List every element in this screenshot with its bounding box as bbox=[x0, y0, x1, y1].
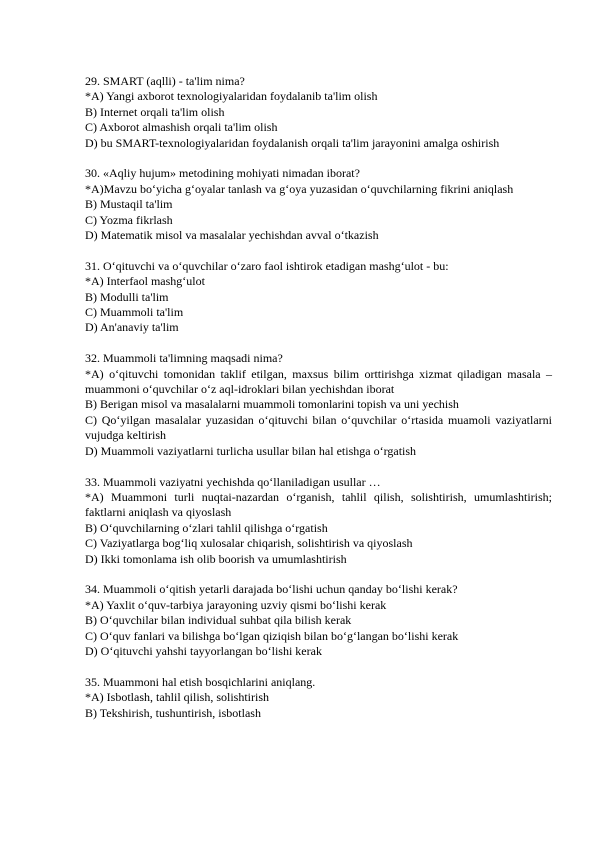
option-b: B) Mustaqil ta'lim bbox=[85, 197, 173, 212]
question-30 bbox=[85, 166, 552, 243]
option-a: *A) Muammoni turli nuqtai-nazardan o‘rganish, tahlil qilish, solishtirish, umumlashtirish; faktlarni aniqlash va qiyoslash bbox=[85, 489, 552, 520]
option-d: D) Muammoli vaziyatlarni turlicha usullar bilan hal etishga o‘rgatish bbox=[85, 443, 417, 458]
question-title: 30. «Aqliy hujum» metodining mohiyati nimadan iborat? bbox=[85, 166, 360, 181]
question-list bbox=[85, 74, 552, 736]
question-title: 31. O‘qituvchi va o‘quvchilar o‘zaro faol ishtirok etadigan mashg‘ulot - bu: bbox=[85, 258, 449, 273]
option-d: D) An'anaviy ta'lim bbox=[85, 320, 179, 335]
question-34 bbox=[85, 582, 552, 659]
option-b: B) Berigan misol va masalalarni muammoli tomonlarini topish va uni yechish bbox=[85, 397, 459, 412]
option-b: B) Modulli ta'lim bbox=[85, 289, 169, 304]
option-d: D) O‘qituvchi yahshi tayyorlangan bo‘lishi kerak bbox=[85, 643, 322, 658]
question-title: 33. Muammoli vaziyatni yechishda qo‘llaniladigan usullar … bbox=[85, 474, 381, 489]
option-b: B) Internet orqali ta'lim olish bbox=[85, 104, 225, 119]
option-b: B) Tekshirish, tushuntirish, isbotlash bbox=[85, 705, 261, 720]
option-a: *A) o‘qituvchi tomonidan taklif etilgan, maxsus bilim orttirishga xizmat qiladigan masala – muammoni o‘quvchilar o‘z aql-idroklari bilan yechishdan iborat bbox=[85, 366, 552, 397]
option-a: *A)Mavzu bo‘yicha g‘oyalar tanlash va g‘oya yuzasidan o‘quvchilarning fikrini aniqlash bbox=[85, 181, 514, 196]
question-title: 35. Muammoni hal etish bosqichlarini aniqlang. bbox=[85, 674, 316, 689]
option-c: C) O‘quv fanlari va bilishga bo‘lgan qiziqish bilan bo‘g‘langan bo‘lishi kerak bbox=[85, 628, 459, 643]
option-c: C) Axborot almashish orqali ta'lim olish bbox=[85, 120, 278, 135]
question-title: 34. Muammoli o‘qitish yetarli darajada bo‘lishi uchun qanday bo‘lishi kerak? bbox=[85, 582, 458, 597]
option-d: D) bu SMART-texnologiyalaridan foydalanish orqali ta'lim jarayonini amalga oshirish bbox=[85, 135, 500, 150]
question-31 bbox=[85, 259, 552, 336]
option-c: C) Yozma fikrlash bbox=[85, 212, 173, 227]
option-b: B) O‘quvchilarning o‘zlari tahlil qilishga o‘rgatish bbox=[85, 520, 328, 535]
question-32 bbox=[85, 351, 552, 459]
option-c: C) Vaziyatlarga bog‘liq xulosalar chiqarish, solishtirish va qiyoslash bbox=[85, 536, 413, 551]
question-title: 32. Muammoli ta'limning maqsadi nima? bbox=[85, 351, 283, 366]
question-33 bbox=[85, 475, 552, 567]
option-a: *A) Yangi axborot texnologiyalaridan foydalanib ta'lim olish bbox=[85, 89, 378, 104]
option-a: *A) Yaxlit o‘quv-tarbiya jarayoning uzviy qismi bo‘lishi kerak bbox=[85, 597, 387, 612]
question-29 bbox=[85, 74, 552, 151]
option-a: *A) Interfaol mashg‘ulot bbox=[85, 274, 205, 289]
option-a: *A) Isbotlash, tahlil qilish, solishtirish bbox=[85, 690, 270, 705]
question-35 bbox=[85, 675, 552, 721]
option-b: B) O‘quvchilar bilan individual suhbat qila bilish kerak bbox=[85, 613, 352, 628]
question-title: 29. SMART (aqlli) - ta'lim nima? bbox=[85, 74, 245, 88]
option-c: C) Muammoli ta'lim bbox=[85, 305, 184, 320]
option-c: C) Qo‘yilgan masalalar yuzasidan o‘qituvchi bilan o‘quvchilar o‘rtasida muamoli vaziyatlarni vujudga keltirish bbox=[85, 412, 552, 443]
option-d: D) Ikki tomonlama ish olib boorish va umumlashtirish bbox=[85, 551, 347, 566]
option-d: D) Matematik misol va masalalar yechishdan avval o‘tkazish bbox=[85, 228, 379, 243]
